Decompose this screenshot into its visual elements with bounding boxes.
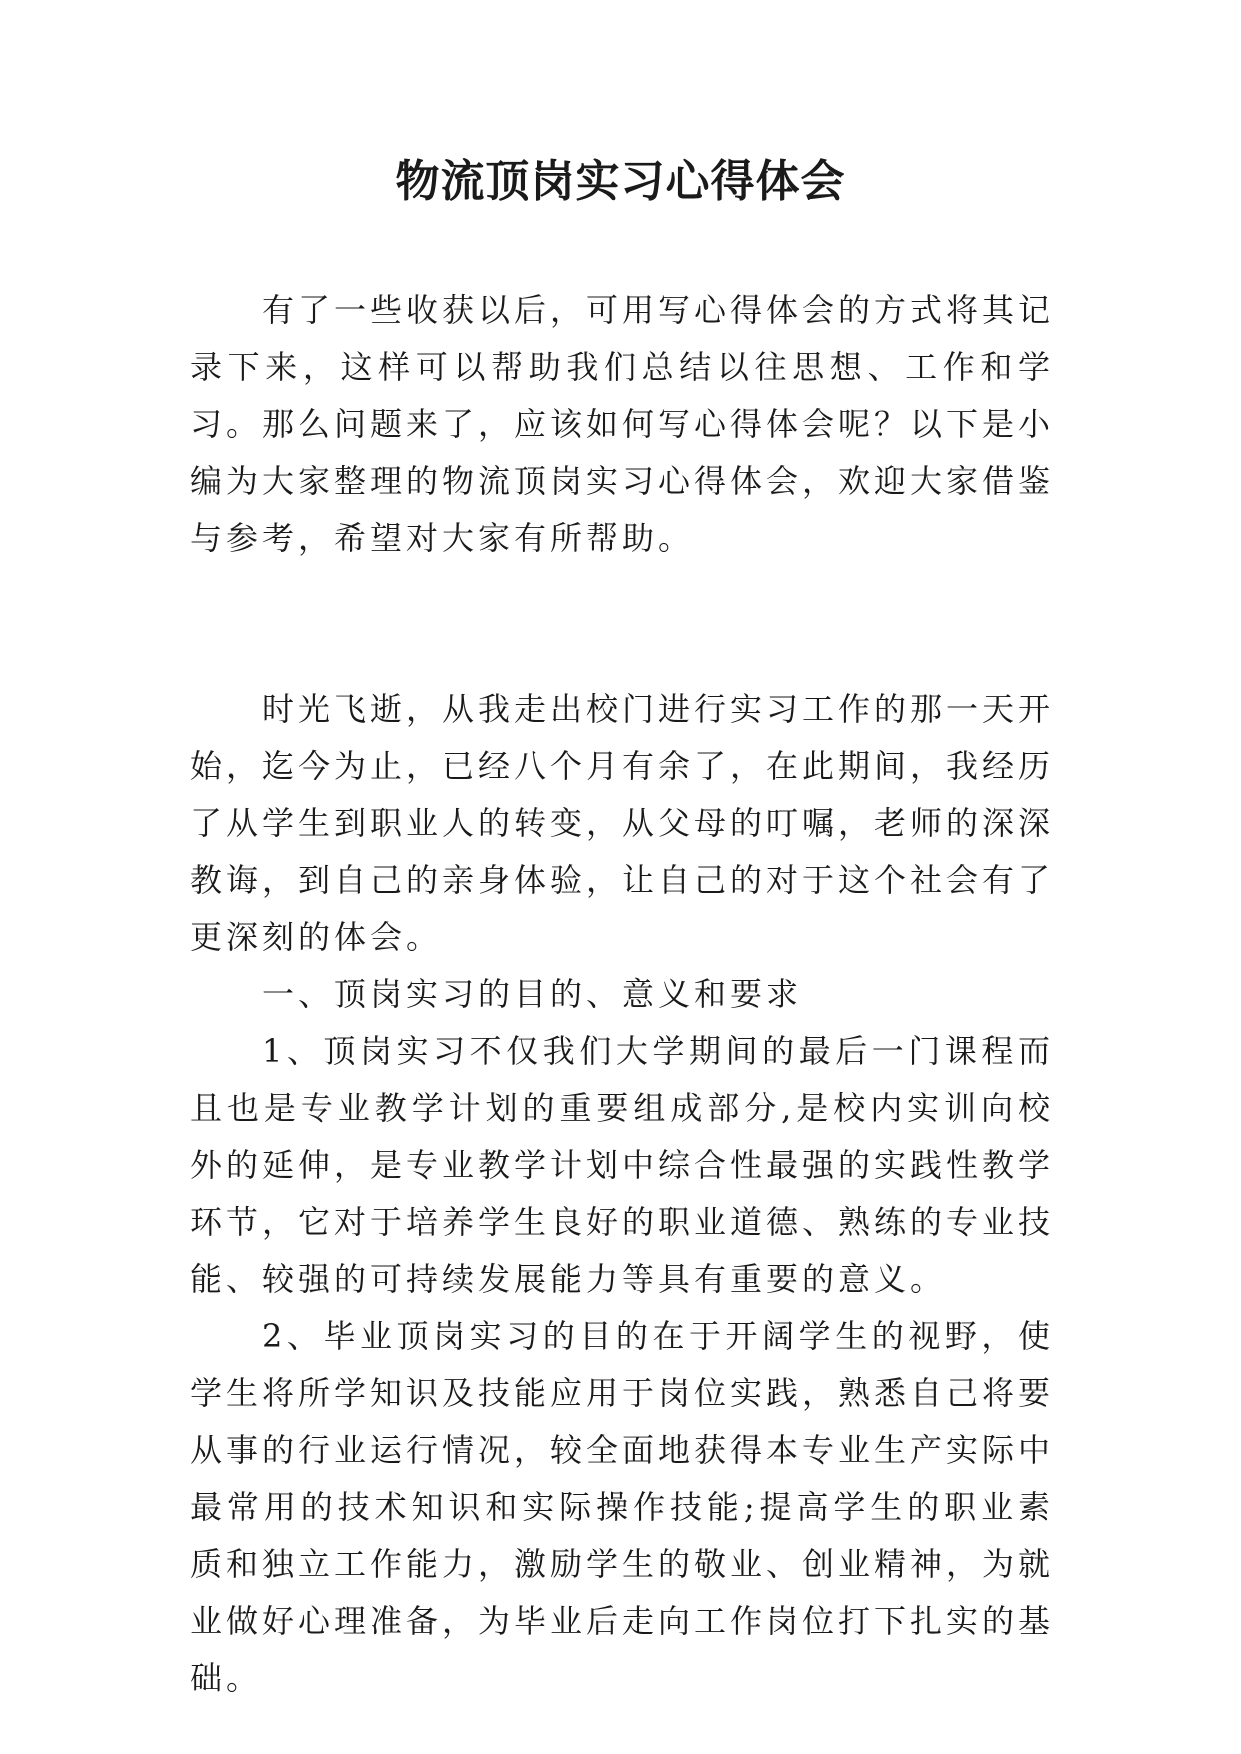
document-title: 物流顶岗实习心得体会: [395, 156, 846, 207]
body-paragraph: 时光飞逝，从我走出校门进行实习工作的那一天开始，迄今为止，已经八个月有余了，在此期间，我经历了从学生到职业人的转变，从父母的叮嘱，老师的深深教诲，到自己的亲身体验，让自己的对于这个社会有了更深刻的体会。: [190, 690, 1055, 956]
intro-paragraph: 有了一些收获以后，可用写心得体会的方式将其记录下来，这样可以帮助我们总结以往思想、工作和学习。那么问题来了，应该如何写心得体会呢？以下是小编为大家整理的物流顶岗实习心得体会，欢迎大家借鉴与参考，希望对大家有所帮助。: [190, 291, 1055, 557]
paragraph-spacer: [190, 567, 1054, 624]
document-body: [190, 282, 1054, 1707]
paragraph-spacer: [190, 624, 1054, 681]
body-paragraph: 1、顶岗实习不仅我们大学期间的最后一门课程而且也是专业教学计划的重要组成部分,是校内实训向校外的延伸，是专业教学计划中综合性最强的实践性教学环节，它对于培养学生良好的职业道德、熟练的专业技能、较强的可持续发展能力等具有重要的意义。: [190, 1032, 1055, 1298]
body-paragraph: 2、毕业顶岗实习的目的在于开阔学生的视野，使学生将所学知识及技能应用于岗位实践，熟悉自己将要从事的行业运行情况，较全面地获得本专业生产实际中最常用的技术知识和实际操作技能;提高学生的职业素质和独立工作能力，激励学生的敬业、创业精神，为就业做好心理准备，为毕业后走向工作岗位打下扎实的基础。: [190, 1317, 1055, 1697]
section-heading: 一、顶岗实习的目的、意义和要求: [262, 975, 803, 1013]
